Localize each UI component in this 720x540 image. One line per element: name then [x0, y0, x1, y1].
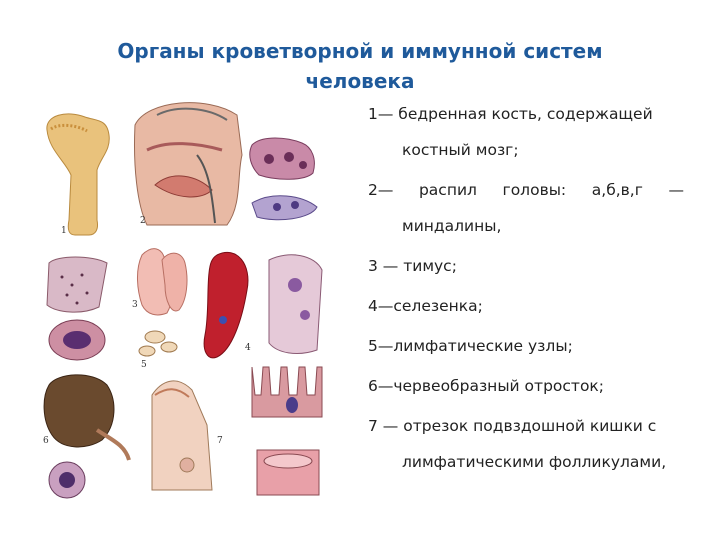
legend-item-2 — [368, 180, 684, 236]
label-2: 2 — [140, 216, 146, 226]
label-7: 7 — [217, 436, 223, 446]
slide-title-line-2: человека — [305, 69, 415, 93]
slide-title-line-1: Органы кроветворной и иммунной систем — [117, 39, 603, 63]
femur-drawing — [47, 114, 109, 236]
cecum-drawing — [43, 375, 129, 460]
legend-list — [368, 104, 684, 472]
thymus-tissue-drawing — [47, 257, 107, 312]
legend-item-5: 5—лимфатические узлы; — [368, 337, 573, 355]
tonsil-tissue-drawing — [250, 138, 317, 220]
label-5: 5 — [141, 360, 147, 370]
legend-item-1 — [368, 104, 684, 160]
legend-item-4: 4—селезенка; — [368, 297, 483, 315]
legend-item-7 — [368, 416, 684, 472]
legend-item-1-line-2: костный мозг; — [402, 141, 519, 159]
legend-item-6: 6—червеобразный отросток; — [368, 377, 605, 395]
ileum-drawing — [152, 381, 223, 490]
legend-item-2-part-4: а,б,в,г — [591, 181, 643, 199]
spleen-drawing — [204, 252, 251, 357]
legend-item-7-line-1: 7 — отрезок подвздошной кишки с — [368, 417, 657, 435]
legend-item-2-part-1: 2— — [368, 181, 394, 199]
label-1: 1 — [61, 226, 67, 236]
anatomy-illustration — [37, 95, 329, 505]
slide-title — [0, 36, 720, 96]
intestinal-villi-drawing — [252, 367, 322, 417]
label-6: 6 — [43, 436, 49, 446]
legend-item-1-line-1: 1— бедренная кость, содержащей — [368, 105, 653, 123]
legend-item-2-line-1 — [368, 180, 684, 200]
lymph-node-drawing — [49, 320, 177, 370]
node-cross-section-drawing — [49, 462, 85, 498]
label-3: 3 — [132, 300, 138, 310]
legend-item-2-part-5: — — [668, 181, 684, 199]
legend-item-2-part-3: головы: — [502, 181, 567, 199]
legend-item-2-line-2: миндалины, — [402, 217, 502, 235]
legend-item-3: 3 — тимус; — [368, 257, 457, 275]
head-section-drawing — [135, 103, 243, 226]
spleen-tissue-drawing — [269, 255, 322, 354]
thymus-drawing — [132, 249, 187, 315]
legend-item-7-line-2: лимфатическими фолликулами, — [402, 453, 667, 471]
follicle-drawing — [257, 450, 319, 495]
label-4: 4 — [245, 343, 251, 353]
legend-item-2-part-2: распил — [418, 181, 477, 199]
